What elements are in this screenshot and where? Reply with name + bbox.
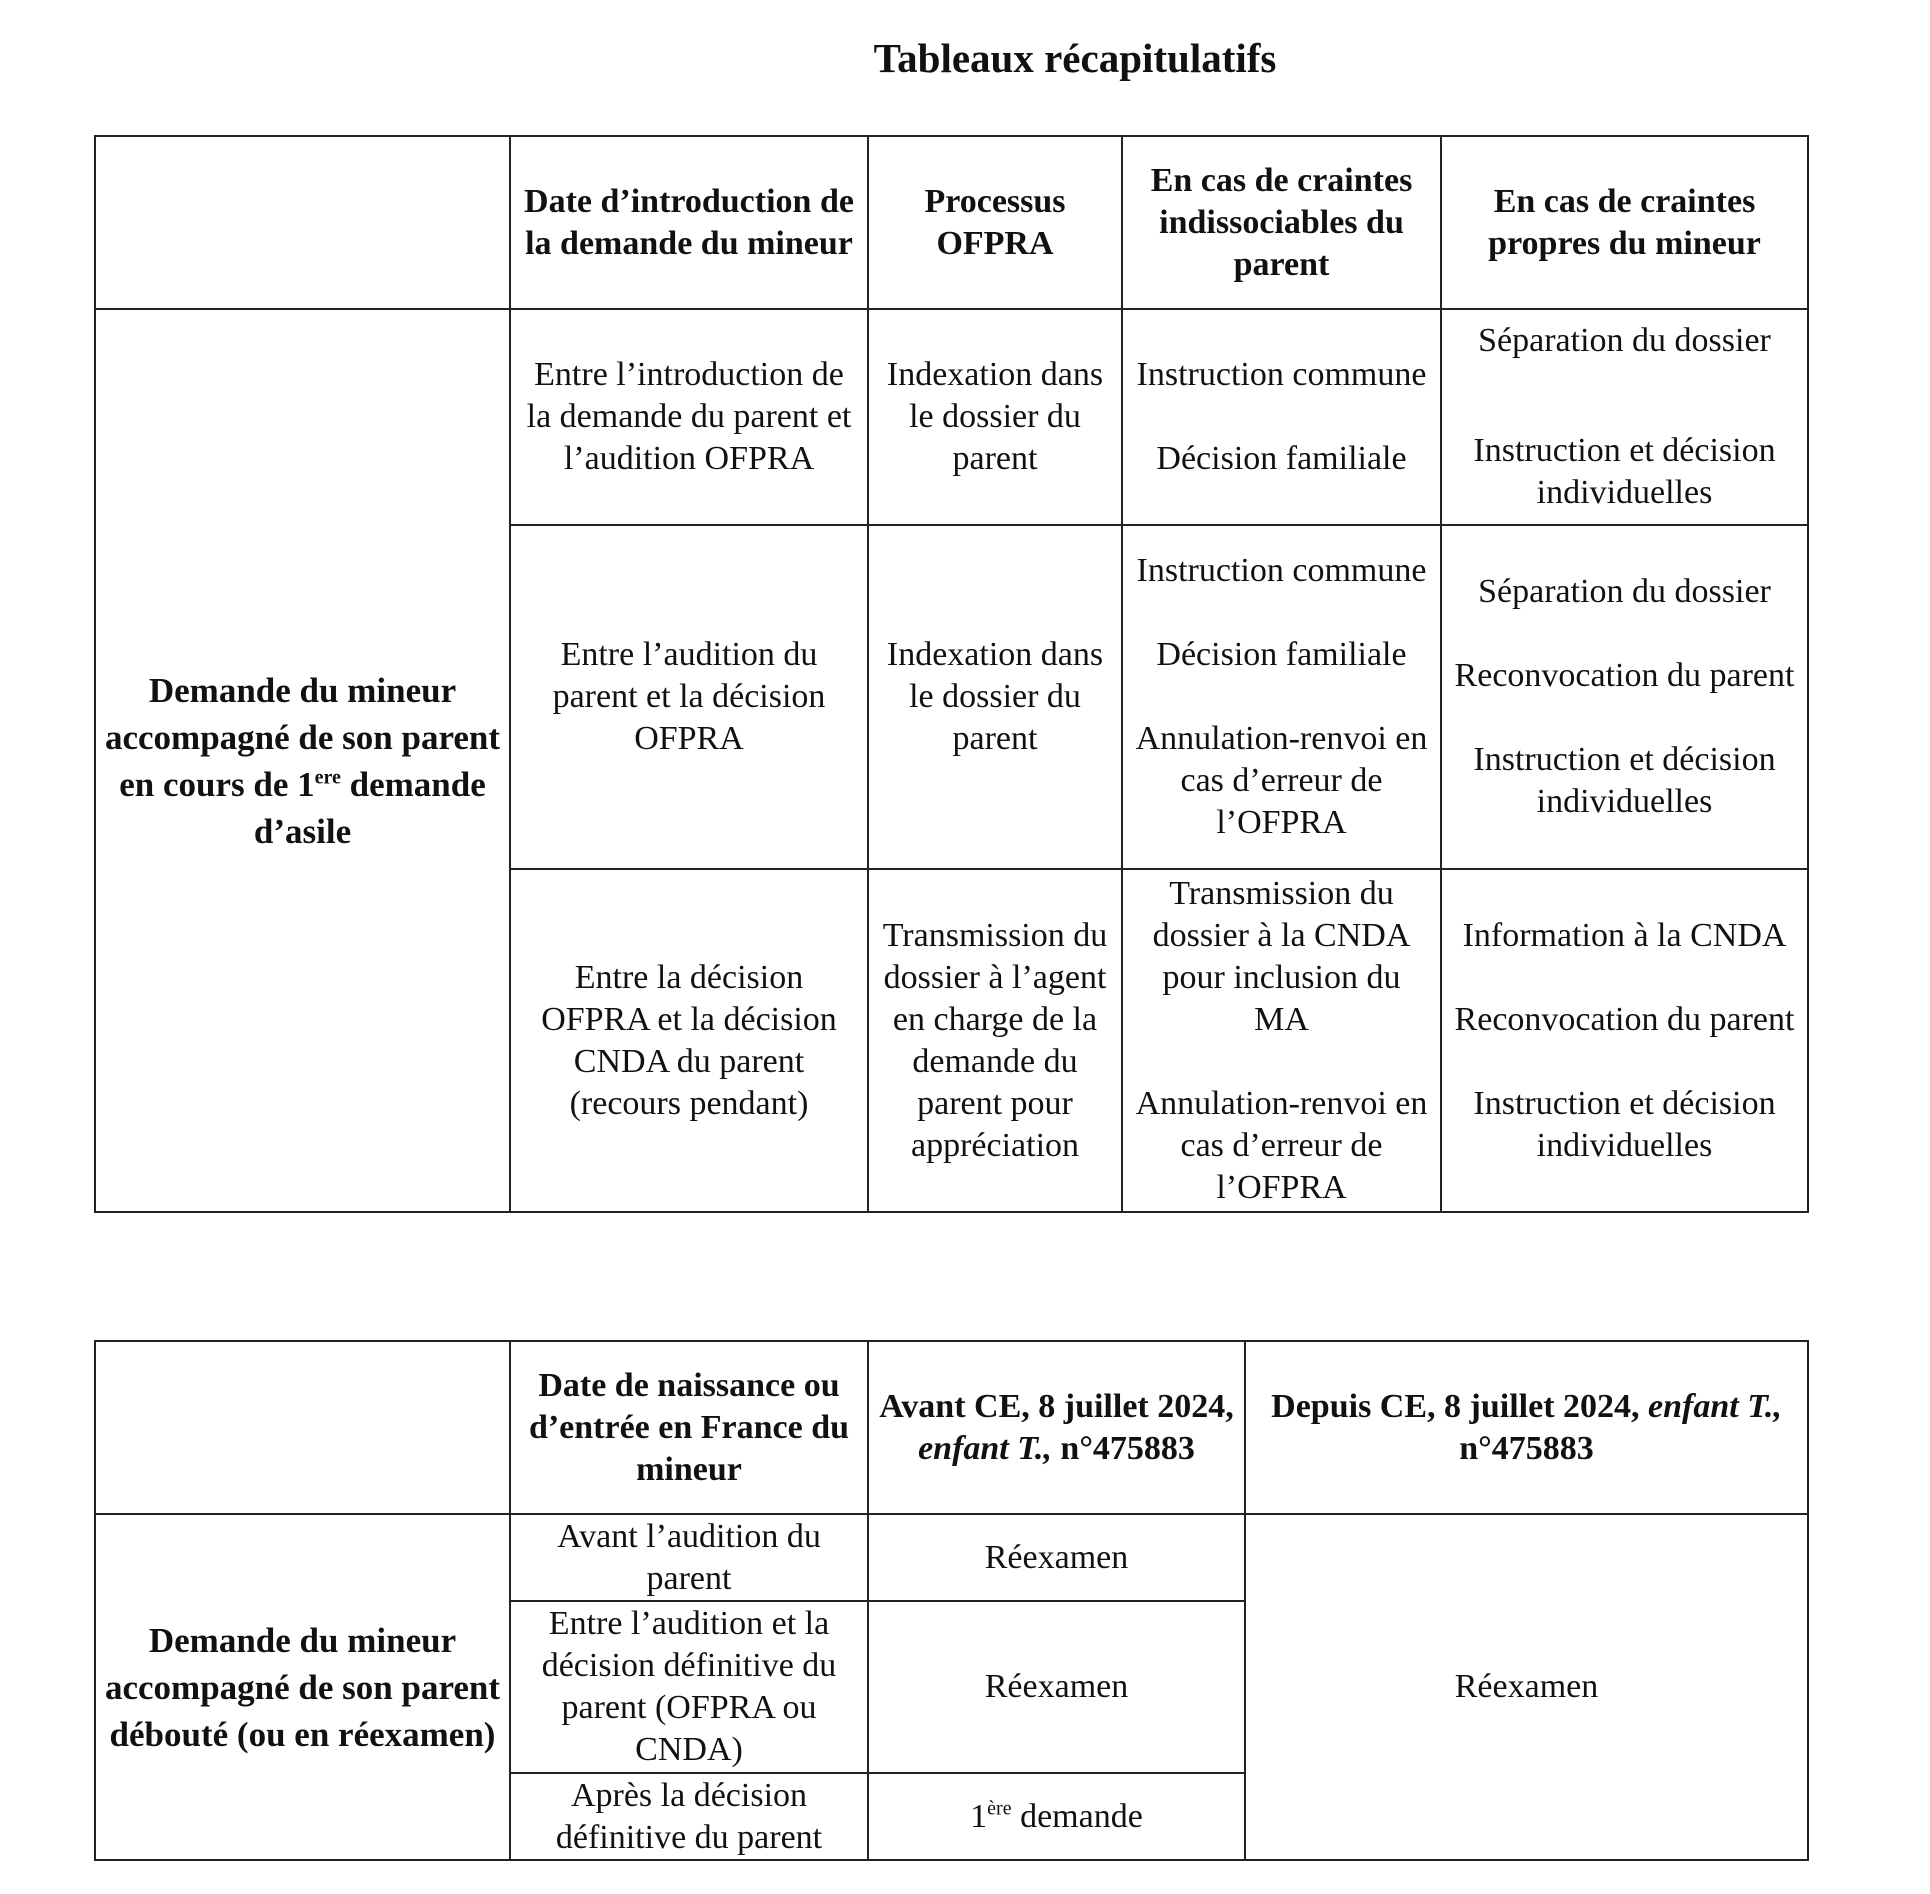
cell-avant: 1ère demande: [868, 1773, 1245, 1860]
cell-date: Avant l’audition du parent: [510, 1514, 868, 1601]
header-blank: [95, 1341, 510, 1514]
cell-line: Séparation du dossier: [1478, 573, 1771, 610]
table-row: [95, 309, 1808, 525]
header-blank: [95, 136, 510, 309]
table-header-row: [95, 1341, 1808, 1514]
cell-line: Reconvocation du parent: [1454, 1000, 1795, 1038]
cell-depuis: Réexamen: [1245, 1514, 1808, 1860]
cell-date: Après la décision définitive du parent: [510, 1773, 868, 1860]
header-avant-ce: Avant CE, 8 juillet 2024, enfant T., n°475883: [868, 1341, 1245, 1514]
cell-line: Instruction et décision individuelles: [1473, 1084, 1776, 1164]
row-header-first-request: Demande du mineur accompagné de son parent en cours de 1ere demande d’asile: [95, 309, 510, 1212]
cell-parent: [1122, 309, 1441, 525]
cell-avant: Réexamen: [868, 1601, 1245, 1773]
cell-line: Instruction commune: [1136, 552, 1427, 589]
cell-date: Entre l’audition du parent et la décision OFPRA: [510, 525, 868, 869]
header-processus-ofpra: Processus OFPRA: [868, 136, 1122, 309]
cell-line: Transmission du dossier à la CNDA pour inclusion du MA: [1152, 874, 1411, 1038]
cell-line: Annulation-renvoi en cas d’erreur de l’OFPRA: [1135, 720, 1428, 841]
cell-mineur: [1441, 525, 1808, 869]
table-header-row: [95, 136, 1808, 309]
header-depuis-ce: Depuis CE, 8 juillet 2024, enfant T., n°475883: [1245, 1341, 1808, 1514]
cell-line: Décision familiale: [1156, 636, 1407, 673]
header-date-introduction: Date d’introduction de la demande du mineur: [510, 136, 868, 309]
table-row: [95, 1514, 1808, 1601]
cell-date: Entre l’introduction de la demande du parent et l’audition OFPRA: [510, 309, 868, 525]
page-title: Tableaux récapitulatifs: [873, 35, 1277, 81]
cell-line: Instruction commune: [1136, 356, 1427, 393]
cell-parent: [1122, 525, 1441, 869]
header-date-naissance: Date de naissance ou d’entrée en France du mineur: [510, 1341, 868, 1514]
header-craintes-parent: En cas de craintes indissociables du parent: [1122, 136, 1441, 309]
cell-processus: Indexation dans le dossier du parent: [868, 525, 1122, 869]
header-craintes-mineur: En cas de craintes propres du mineur: [1441, 136, 1808, 309]
cell-line: Reconvocation du parent: [1454, 657, 1795, 694]
cell-processus: Indexation dans le dossier du parent: [868, 309, 1122, 525]
cell-line: Information à la CNDA: [1462, 916, 1787, 954]
cell-parent: [1122, 869, 1441, 1212]
row-header-rejected-parent: Demande du mineur accompagné de son parent débouté (ou en réexamen): [95, 1514, 510, 1860]
summary-table-first-request: [94, 135, 1809, 1213]
cell-mineur: [1441, 309, 1808, 525]
cell-line: Instruction et décision individuelles: [1473, 432, 1776, 511]
cell-avant: Réexamen: [868, 1514, 1245, 1601]
summary-table-rejected-parent: [94, 1340, 1809, 1861]
cell-line: Annulation-renvoi en cas d’erreur de l’OFPRA: [1135, 1084, 1428, 1206]
cell-processus: Transmission du dossier à l’agent en charge de la demande du parent pour appréciation: [868, 869, 1122, 1212]
cell-line: Instruction et décision individuelles: [1473, 741, 1776, 820]
cell-line: Décision familiale: [1156, 440, 1407, 477]
cell-date: Entre l’audition et la décision définitive du parent (OFPRA ou CNDA): [510, 1601, 868, 1773]
cell-line: Séparation du dossier: [1478, 322, 1771, 359]
cell-mineur: [1441, 869, 1808, 1212]
cell-date: Entre la décision OFPRA et la décision CNDA du parent (recours pendant): [510, 869, 868, 1212]
